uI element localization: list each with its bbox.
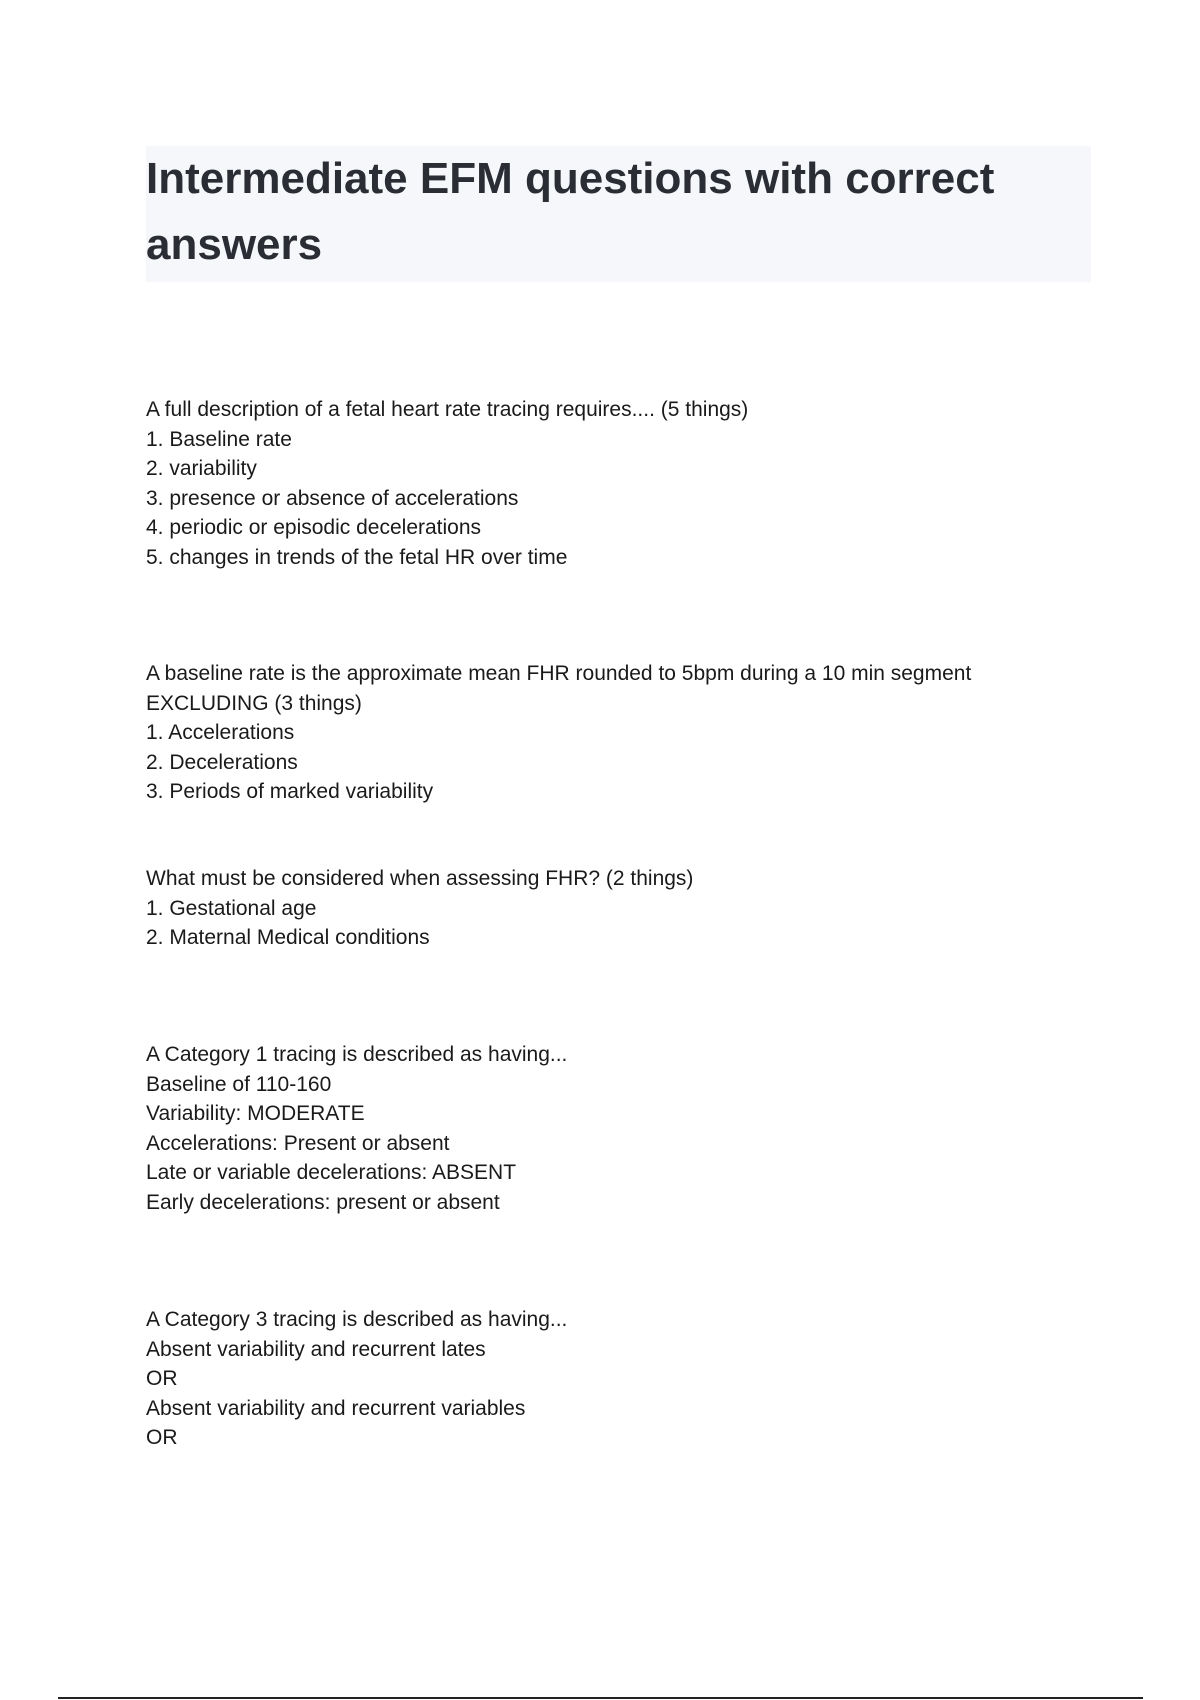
answer-line: Accelerations: Present or absent <box>146 1131 450 1155</box>
answer-line: 2. Decelerations <box>146 750 298 774</box>
answer-line: 2. Maternal Medical conditions <box>146 926 430 949</box>
answer-line: 2. variability <box>146 457 257 480</box>
answer-line: 3. presence or absence of accelerations <box>146 486 519 510</box>
answer-line: 1. Accelerations <box>146 721 295 744</box>
answer-line: Early decelerations: present or absent <box>146 1190 500 1214</box>
qa-block-category-1 <box>146 1040 1106 1217</box>
answer-line: 5. changes in trends of the fetal HR over time <box>146 545 568 569</box>
question-text: A baseline rate is the approximate mean FHR rounded to 5bpm during a 10 min segment <box>146 662 972 685</box>
answer-line: OR <box>146 1426 178 1449</box>
page-bottom-rule <box>58 1697 1143 1699</box>
question-text: A full description of a fetal heart rate tracing requires.... (5 things) <box>146 398 749 421</box>
answer-line: Baseline of 110-160 <box>146 1072 332 1096</box>
qa-block-category-3 <box>146 1305 1106 1453</box>
answer-line: 4. periodic or episodic decelerations <box>146 516 482 539</box>
question-text: EXCLUDING (3 things) <box>146 691 362 715</box>
page-title: Intermediate EFM questions with correct answers <box>146 154 995 269</box>
qa-block-baseline-rate <box>146 659 1106 807</box>
question-text: A Category 3 tracing is described as having... <box>146 1308 568 1331</box>
answer-line: OR <box>146 1367 178 1390</box>
title-banner <box>146 146 1091 282</box>
question-text: A Category 1 tracing is described as having... <box>146 1043 568 1066</box>
qa-block-full-description <box>146 395 1106 572</box>
answer-line: Late or variable decelerations: ABSENT <box>146 1161 517 1184</box>
answer-line: Absent variability and recurrent lates <box>146 1337 486 1361</box>
answer-line: 1. Gestational age <box>146 896 317 920</box>
qa-block-assessing-fhr <box>146 864 1106 953</box>
answer-line: Absent variability and recurrent variables <box>146 1396 526 1420</box>
answer-line: 1. Baseline rate <box>146 427 292 451</box>
answer-line: 3. Periods of marked variability <box>146 780 434 803</box>
answer-line: Variability: MODERATE <box>146 1102 365 1125</box>
question-text: What must be considered when assessing FHR? (2 things) <box>146 867 694 890</box>
